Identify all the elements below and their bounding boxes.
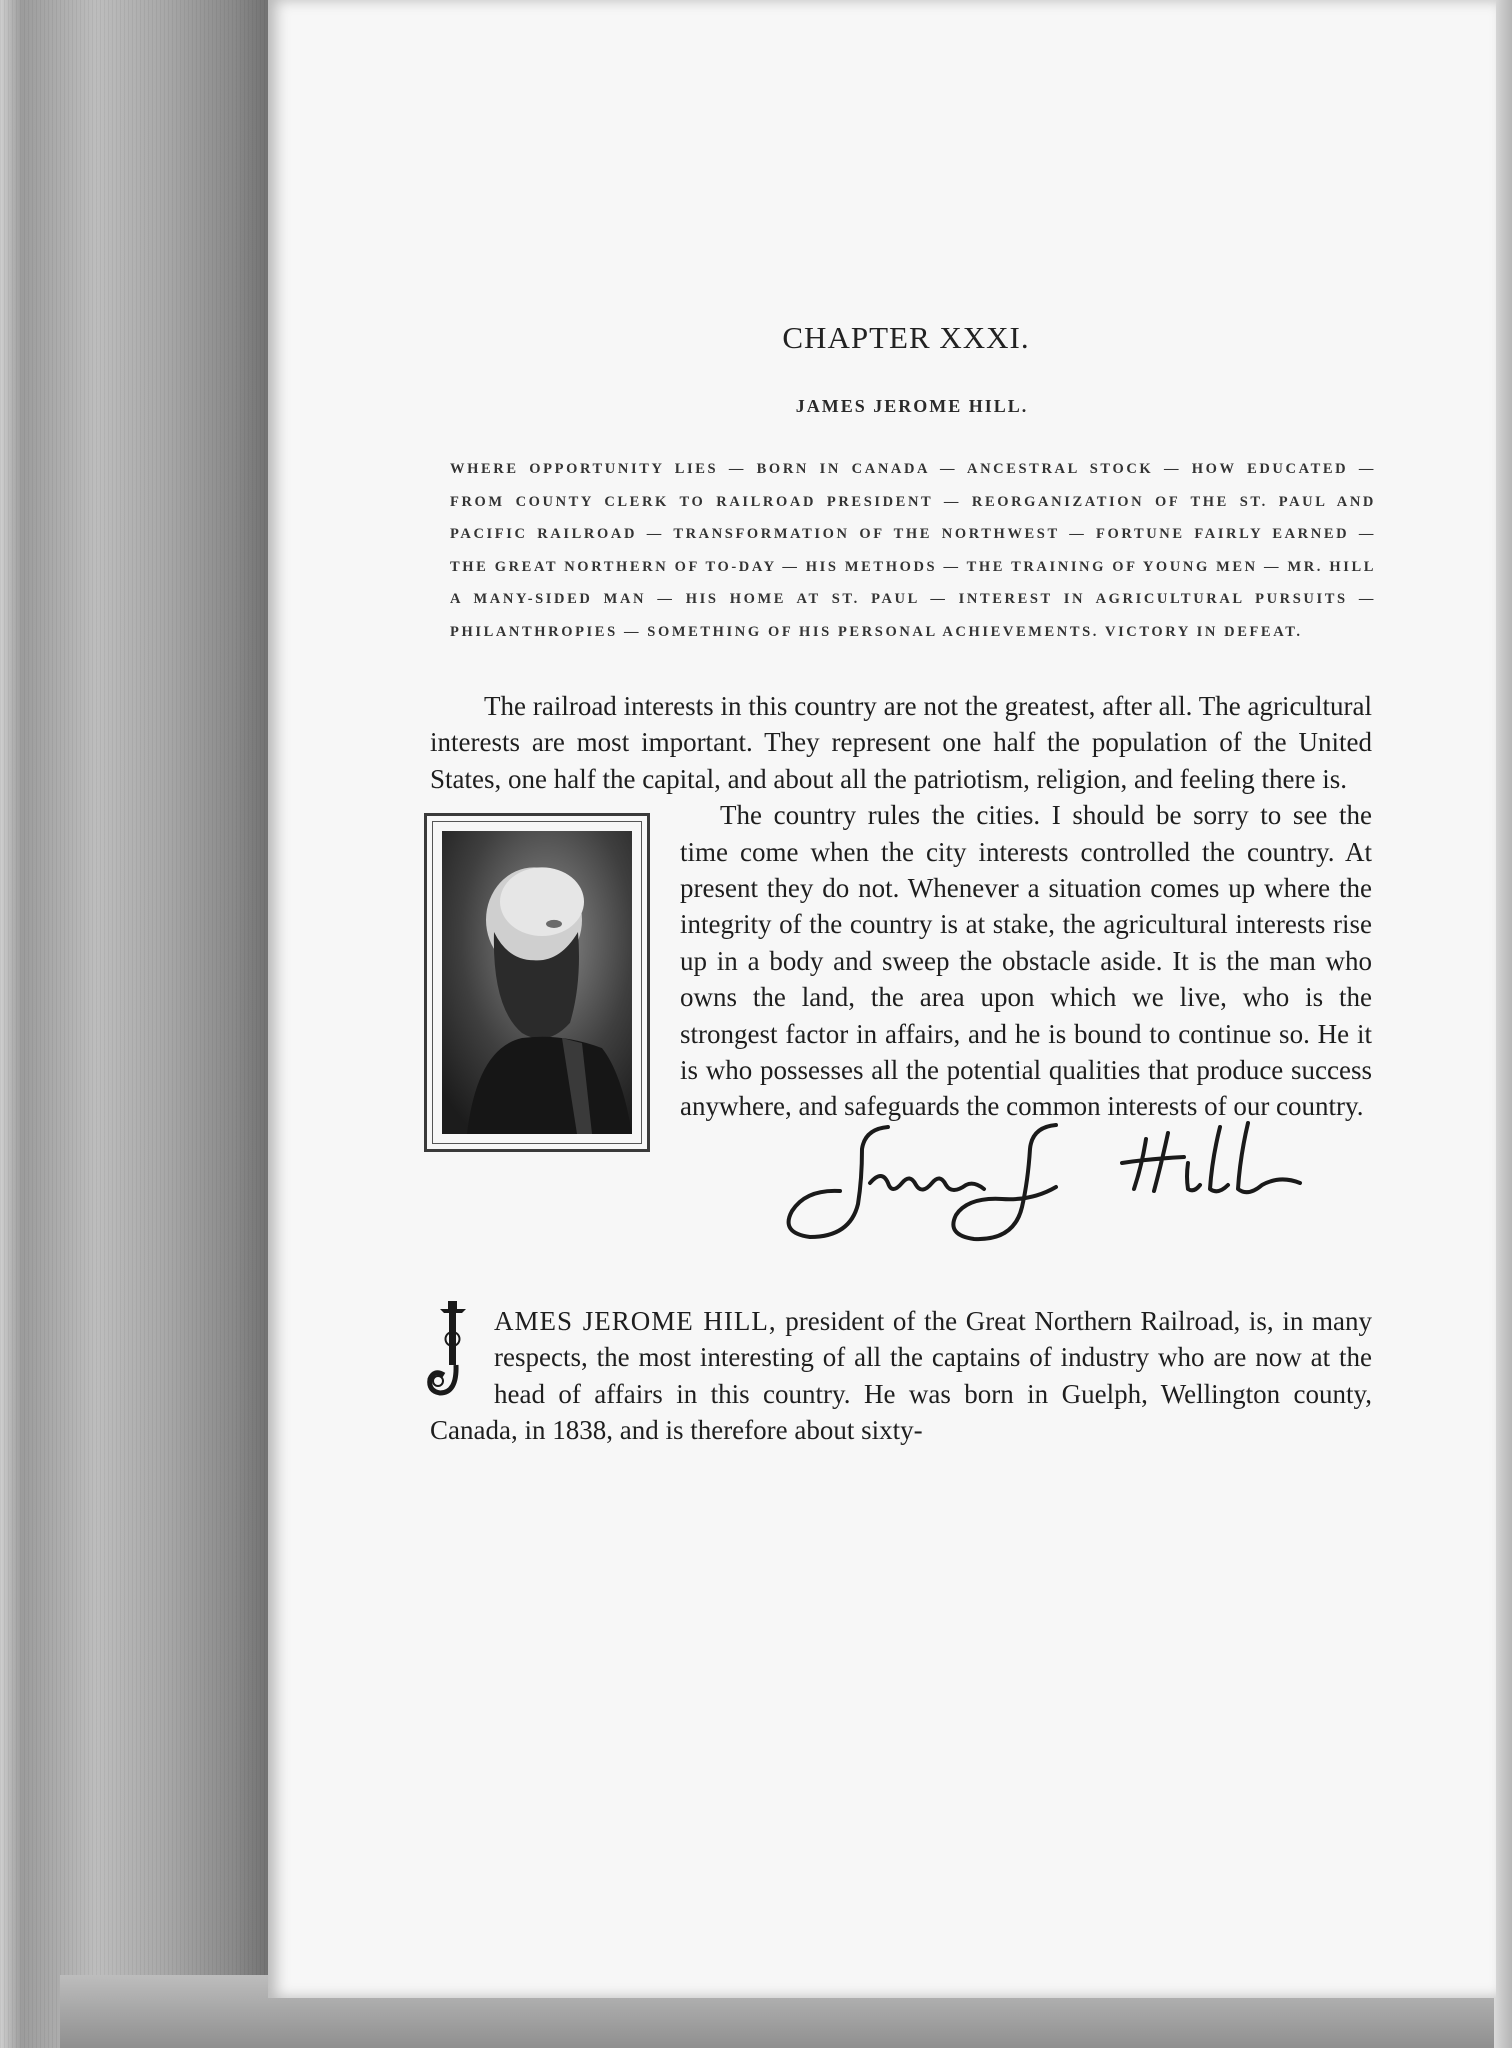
chapter-title: CHAPTER XXXI. xyxy=(782,320,1030,355)
book-page-edges xyxy=(0,0,275,2048)
book-page xyxy=(268,0,1496,1998)
chapter-synopsis: WHERE OPPORTUNITY LIES — BORN IN CANADA — ANCESTRAL STOCK — HOW EDUCATED — FROM COUNTY CLERK TO RAILROAD PRESIDENT — REORGANIZATION OF THE ST. PAUL AND PACIFIC RAILROAD — TRANSFORMATION OF THE NORTHWEST — FORTUNE FAIRLY EARNED — THE GREAT NORTHERN OF TO-DAY — HIS METHODS — THE TRAINING OF YOUNG MEN — MR. HILL A MANY-SIDED MAN — HIS HOME AT ST. PAUL — INTEREST IN AGRICULTURAL PURSUITS — PHILANTHROPIES — SOMETHING OF HIS PERSONAL ACHIEVEMENTS. VICTORY IN DEFEAT. xyxy=(450,461,1376,640)
quote-paragraph-2 xyxy=(430,797,1372,1125)
page-content xyxy=(430,320,1376,1449)
bio-lead: AMES JEROME HILL, xyxy=(494,1305,777,1336)
quote-text-1: The railroad interests in this country are not the greatest, after all. The agricultural interests are most important. They represent one half the population of the United States, one half the capital, and about all the patriotism, religion, and feeling there is. xyxy=(430,691,1372,794)
quote-paragraph-1 xyxy=(430,688,1372,797)
bio-text: president of the Great Northern Railroad, is, in many respects, the most interesting of all the captains of industry who are now at the head of affairs in this country. He was born in Guelph, Wellington county, Canada, in 1838, and is therefore about sixty- xyxy=(430,1305,1372,1446)
biography-opening xyxy=(430,1303,1372,1449)
drop-cap-j xyxy=(424,1295,480,1407)
portrait-frame xyxy=(424,813,650,1152)
epigraph-quote xyxy=(430,688,1372,1125)
chapter-subject: JAMES JEROME HILL. xyxy=(795,396,1029,416)
signature-image xyxy=(770,1119,1370,1259)
signature xyxy=(430,1119,1372,1259)
portrait-image xyxy=(442,831,632,1134)
page-right-edge xyxy=(1494,0,1512,2048)
quote-text-2: The country rules the cities. I should be sorry to see the time come when the city interests controlled the country. At present they do not. Whenever a situation comes up where the integrity of the country is at stake, the agricultural interests rise up in a body and sweep the obstacle aside. It is the man who owns the land, the area upon which we live, who is the strongest factor in affairs, and he is bound to continue so. He it is who possesses all the potential qualities that produce success anywhere, and safeguards the common interests of our country. xyxy=(680,800,1372,1122)
